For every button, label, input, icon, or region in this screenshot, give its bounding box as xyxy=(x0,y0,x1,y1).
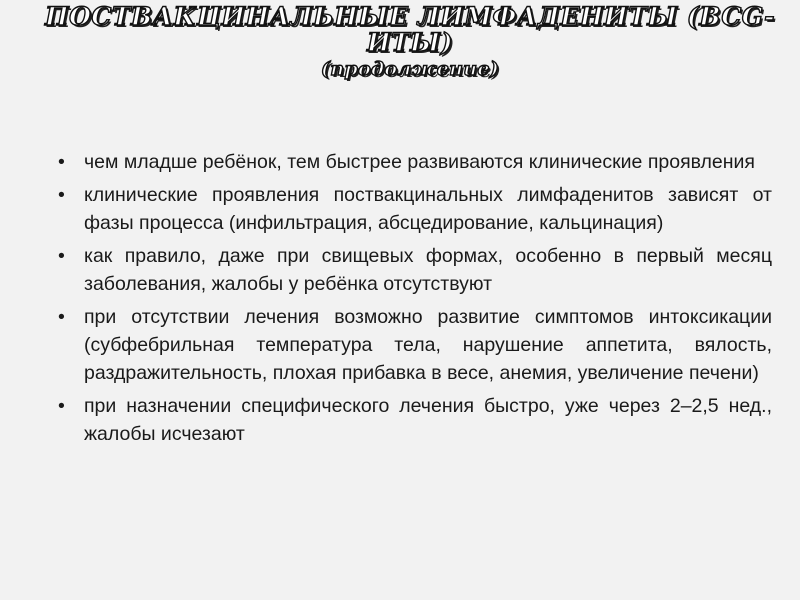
bullet-text: при назначении специфического лечения быстро, уже через 2–2,5 нед., жалобы исчезают xyxy=(84,395,772,445)
bullet-item-3 xyxy=(58,242,772,298)
bullet-item-5 xyxy=(58,392,772,448)
bullet-marker: • xyxy=(58,245,65,267)
bullet-text: при отсутствии лечения возможно развитие симптомов интоксикации (субфебрильная температура тела, нарушение аппетита, вялость, раздражительность, плохая прибавка в весе, анемия, увеличение печени) xyxy=(84,306,772,384)
bullet-item-1 xyxy=(58,148,772,176)
bullet-marker: • xyxy=(58,395,65,417)
title-subtitle: (продолжение) xyxy=(320,58,500,80)
bullet-text: клинические проявления поствакцинальных лимфаденитов зависят от фазы процесса (инфильтрация, абсцедирование, кальцинация) xyxy=(84,184,772,234)
bullet-marker: • xyxy=(58,306,65,328)
title-line-1: ПОСТВАКЦИНАЛЬНЫЕ ЛИМФАДЕНИТЫ (BCG- xyxy=(45,2,775,31)
bullet-marker: • xyxy=(58,151,65,173)
bullet-text: чем младше ребёнок, тем быстрее развиваются клинические проявления xyxy=(84,151,755,173)
bullet-marker: • xyxy=(58,184,65,206)
bullet-item-2 xyxy=(58,181,772,237)
bullet-item-4 xyxy=(58,303,772,387)
bullet-list xyxy=(58,148,772,453)
slide-title xyxy=(30,4,790,82)
bullet-text: как правило, даже при свищевых формах, особенно в первый месяц заболевания, жалобы у ребёнка отсутствуют xyxy=(84,245,772,295)
title-line-2: ИТЫ) xyxy=(366,28,454,57)
